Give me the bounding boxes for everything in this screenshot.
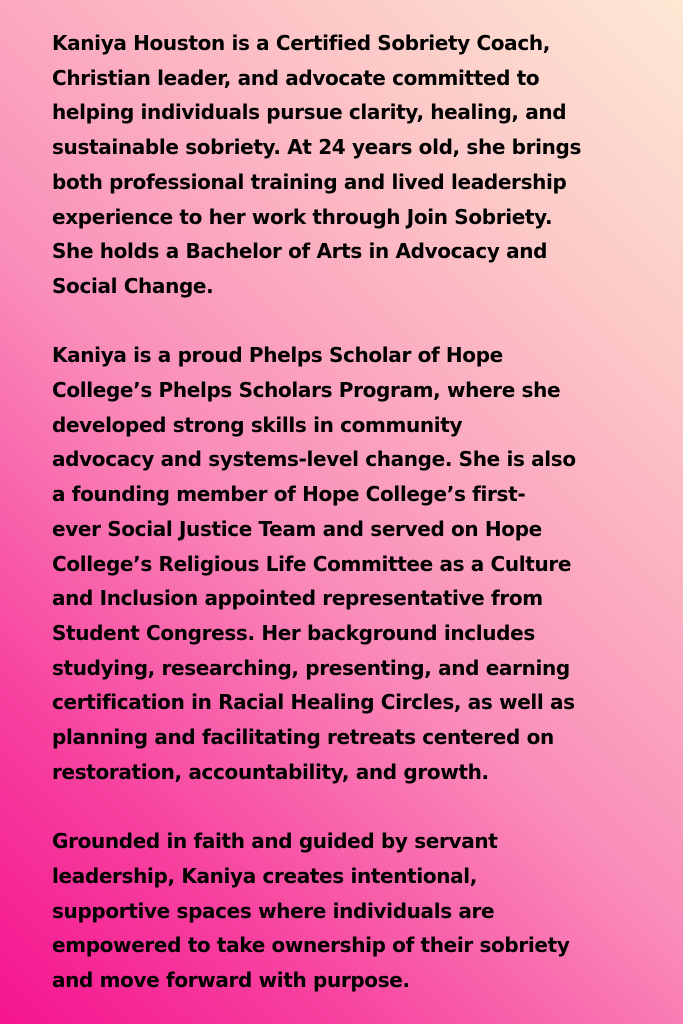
bio-paragraph-education: Kaniya is a proud Phelps Scholar of Hope College’s Phelps Scholars Program, where she developed strong skills in community advocacy and systems-level change. She is also a founding member of Hope College’s first- ever Social Justice Team and served on Hope College’s Religious Life Committee as a Culture and Inclusion appointed representative from Student Congress. Her background includes studying, researching, presenting, and earning certification in Racial Healing Circles, as well as planning and facilitating retreats centered on restoration, accountability, and growth. [52, 343, 576, 784]
bio-paragraph-mission: Grounded in faith and guided by servant leadership, Kaniya creates intentional, supportive spaces where individuals are empowered to take ownership of their sobriety and move forward with purpose. [52, 829, 570, 992]
bio-text-block [52, 26, 662, 998]
bio-paragraph-intro: Kaniya Houston is a Certified Sobriety Coach, Christian leader, and advocate committed to helping individuals pursue clarity, healing, and sustainable sobriety. At 24 years old, she brings both professional training and lived leadership experience to her work through Join Sobriety. She holds a Bachelor of Arts in Advocacy and Social Change. [52, 31, 582, 298]
